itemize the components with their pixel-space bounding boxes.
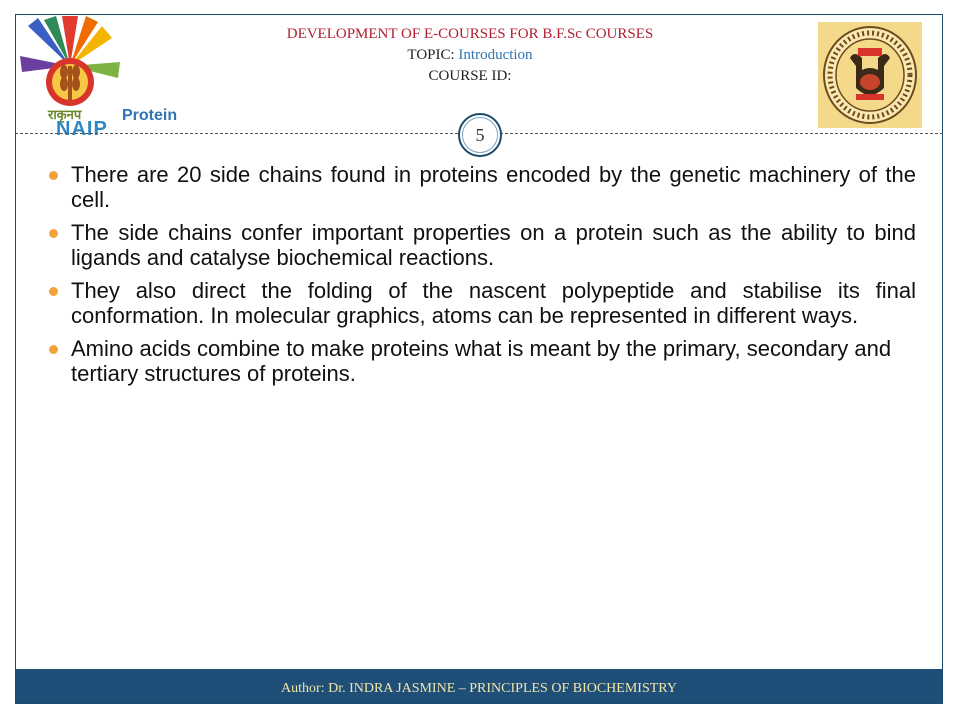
sidebar-topic: Protein <box>122 107 178 124</box>
bullet-item <box>46 278 916 328</box>
bullet-item <box>46 220 916 270</box>
topic-value: Introduction <box>458 47 533 63</box>
topic-line <box>170 45 770 66</box>
footer-bar <box>16 669 942 703</box>
page-number: 5 <box>462 117 498 153</box>
bullet-text: Amino acids combine to make proteins what is meant by the primary, secondary and tertiary structures of proteins. <box>71 336 892 386</box>
page-number-badge <box>458 113 502 157</box>
university-logo <box>818 22 922 128</box>
slide-header <box>170 24 770 87</box>
bullet-text: There are 20 side chains found in proteins encoded by the genetic machinery of the cell. <box>71 162 916 212</box>
naip-wordmark: NAIP <box>56 118 108 140</box>
bullet-dot-icon <box>49 229 58 238</box>
bullet-item <box>46 336 916 386</box>
bullet-dot-icon <box>49 171 58 180</box>
university-seal-icon <box>818 22 922 128</box>
slide-content <box>46 162 916 394</box>
naip-devanagari-text: राकृनप <box>48 108 82 123</box>
bullet-text: The side chains confer important properties on a protein such as the ability to bind ligands and catalyse biochemical reactions. <box>71 220 916 270</box>
bullet-item <box>46 162 916 212</box>
bullet-dot-icon <box>49 345 58 354</box>
bullet-text: They also direct the folding of the nascent polypeptide and stabilise its final conformation. In molecular graphics, atoms can be represented in different ways. <box>71 278 916 328</box>
footer-author: Author: Dr. INDRA JASMINE – PRINCIPLES OF BIOCHEMISTRY <box>281 680 677 696</box>
bullet-dot-icon <box>49 287 58 296</box>
topic-label: TOPIC: <box>407 47 459 63</box>
course-title: DEVELOPMENT OF E-COURSES FOR B.F.Sc COURSES <box>286 26 654 42</box>
course-id: COURSE ID: <box>428 68 512 84</box>
